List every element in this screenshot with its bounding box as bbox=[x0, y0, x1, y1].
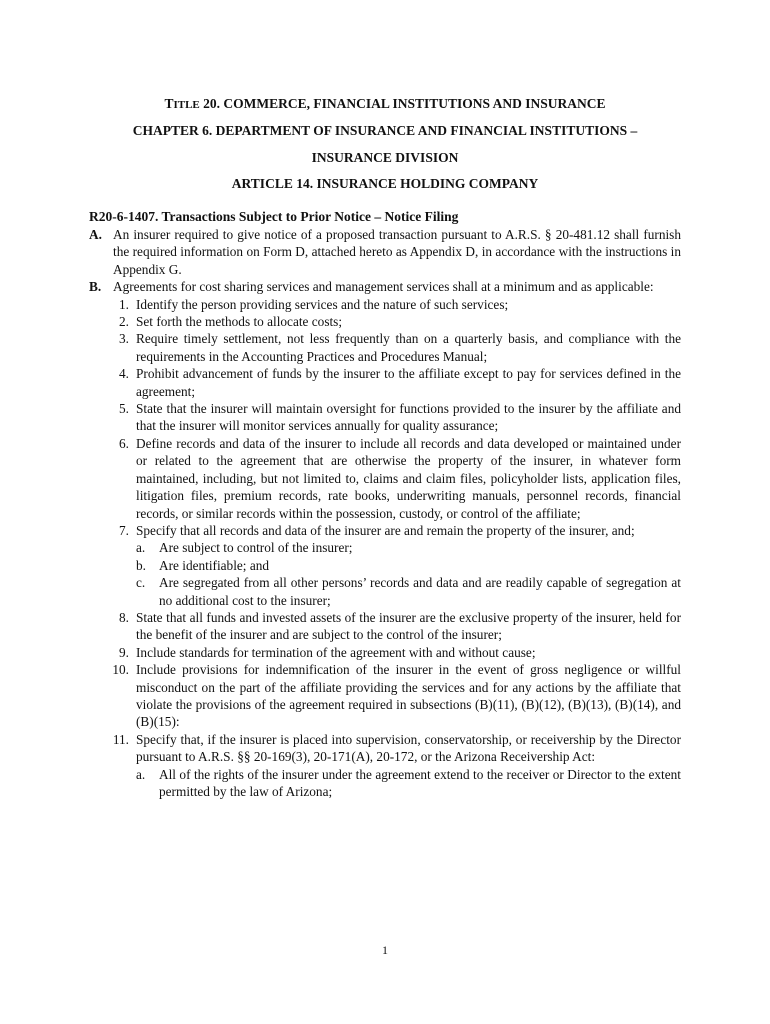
sub-list bbox=[136, 766, 681, 801]
item-number: 10. bbox=[112, 662, 129, 678]
sub-item-text: Are identifiable; and bbox=[159, 557, 270, 573]
subsection-b bbox=[89, 278, 681, 295]
item-number: 6. bbox=[119, 435, 129, 451]
list-item bbox=[89, 661, 681, 731]
subsection-a bbox=[89, 226, 681, 278]
chapter-heading-line-1: CHAPTER 6. DEPARTMENT OF INSURANCE AND FINANCIAL INSTITUTIONS – bbox=[132, 123, 638, 138]
item-text: Specify that all records and data of the insurer are and remain the property of the insurer, and; bbox=[136, 522, 635, 538]
sub-list bbox=[136, 539, 681, 609]
list-item bbox=[89, 330, 681, 365]
item-text: Require timely settlement, not less frequently than on a quarterly basis, and compliance with the requirements in the Accounting Practices and Procedures Manual; bbox=[136, 331, 681, 364]
item-text: Set forth the methods to allocate costs; bbox=[136, 314, 343, 330]
item-text: State that all funds and invested assets of the insurer are the exclusive property of the insurer, held for the benefit of the insurer and are subject to the control of the insurer; bbox=[136, 609, 681, 643]
list-item bbox=[89, 296, 681, 313]
article-heading: ARTICLE 14. INSURANCE HOLDING COMPANY bbox=[231, 176, 539, 191]
list-item bbox=[89, 313, 681, 330]
item-number: 7. bbox=[119, 522, 129, 538]
sub-item-text: All of the rights of the insurer under the agreement extend to the receiver or Director to the extent permitted by the law of Arizona; bbox=[159, 766, 681, 799]
item-text: Specify that, if the insurer is placed into supervision, conservatorship, or receivership by the Director pursuant to A.R.S. §§ 20-169(3), 20-171(A), 20-172, or the Arizona Receivership Act: bbox=[136, 731, 681, 765]
sub-item-letter: b. bbox=[136, 557, 146, 573]
sub-item-letter: a. bbox=[136, 766, 146, 782]
list-item bbox=[89, 435, 681, 522]
item-text: Include standards for termination of the agreement with and without cause; bbox=[136, 644, 536, 660]
item-number: 3. bbox=[119, 331, 129, 347]
item-number: 8. bbox=[119, 609, 129, 625]
section-body bbox=[89, 226, 681, 800]
sub-list-item bbox=[136, 557, 681, 574]
item-text: Define records and data of the insurer to include all records and data developed or maintained under or related to the agreement that are otherwise the property of the insurer, in whatever form maintained, including, but not limited to, claims and claim files, policyholder lists, application files, litigation files, premium records, rate books, underwriting manuals, personnel records, financial records, or similar records within the possession, custody, or control of the affiliate; bbox=[136, 435, 681, 521]
subsection-label: A. bbox=[89, 227, 102, 242]
subsection-text: Agreements for cost sharing services and management services shall at a minimum and as applicable: bbox=[113, 279, 654, 295]
title-smallcaps: ITLE bbox=[173, 99, 200, 111]
list-item bbox=[89, 609, 681, 644]
item-number: 4. bbox=[119, 366, 129, 382]
sub-item-text: Are subject to control of the insurer; bbox=[159, 540, 353, 556]
list-item bbox=[89, 365, 681, 400]
item-number: 11. bbox=[112, 731, 129, 747]
sub-list-item bbox=[136, 539, 681, 556]
requirements-list bbox=[89, 296, 681, 801]
item-text: State that the insurer will maintain oversight for functions provided to the insurer by the affiliate and that the insurer will monitor services annually for quality assurance; bbox=[136, 401, 681, 434]
sub-item-text: Are segregated from all other persons’ records and data and are readily capable of segregation at no additional cost to the insurer; bbox=[159, 575, 681, 608]
sub-list-item bbox=[136, 574, 681, 609]
section-title: R20-6-1407. Transactions Subject to Prior Notice – Notice Filing bbox=[89, 209, 459, 224]
title-first-letter: T bbox=[164, 96, 174, 111]
title-rest: 20. COMMERCE, FINANCIAL INSTITUTIONS AND INSURANCE bbox=[199, 96, 606, 111]
subsection-label: B. bbox=[89, 279, 102, 295]
list-item bbox=[89, 400, 681, 435]
title-heading bbox=[0, 95, 770, 114]
list-item bbox=[89, 644, 681, 661]
item-number: 1. bbox=[119, 296, 129, 312]
list-item bbox=[89, 731, 681, 801]
page-number: 1 bbox=[382, 943, 388, 957]
item-number: 9. bbox=[119, 644, 129, 660]
chapter-heading-line-2: INSURANCE DIVISION bbox=[311, 150, 459, 165]
item-text: Prohibit advancement of funds by the insurer to the affiliate except to pay for services defined in the agreement; bbox=[136, 366, 681, 399]
item-number: 5. bbox=[119, 401, 129, 417]
sub-item-letter: a. bbox=[136, 540, 146, 556]
item-text: Include provisions for indemnification of the insurer in the event of gross negligence or willful misconduct on the part of the affiliate providing the services and for any actions by the affiliate that violate the provisions of the agreement required in subsections (B)(11), (B)(12), (B)(13), (B)(14), and (B)(15): bbox=[136, 662, 681, 730]
sub-list-item bbox=[136, 766, 681, 801]
sub-item-letter: c. bbox=[136, 575, 146, 591]
item-text: Identify the person providing services and the nature of such services; bbox=[136, 296, 509, 312]
item-number: 2. bbox=[119, 314, 129, 330]
list-item bbox=[89, 522, 681, 609]
subsection-text: An insurer required to give notice of a proposed transaction pursuant to A.R.S. § 20-481.12 shall furnish the required information on Form D, attached hereto as Appendix D, in accordance with the instructions in Appendix G. bbox=[113, 227, 681, 277]
